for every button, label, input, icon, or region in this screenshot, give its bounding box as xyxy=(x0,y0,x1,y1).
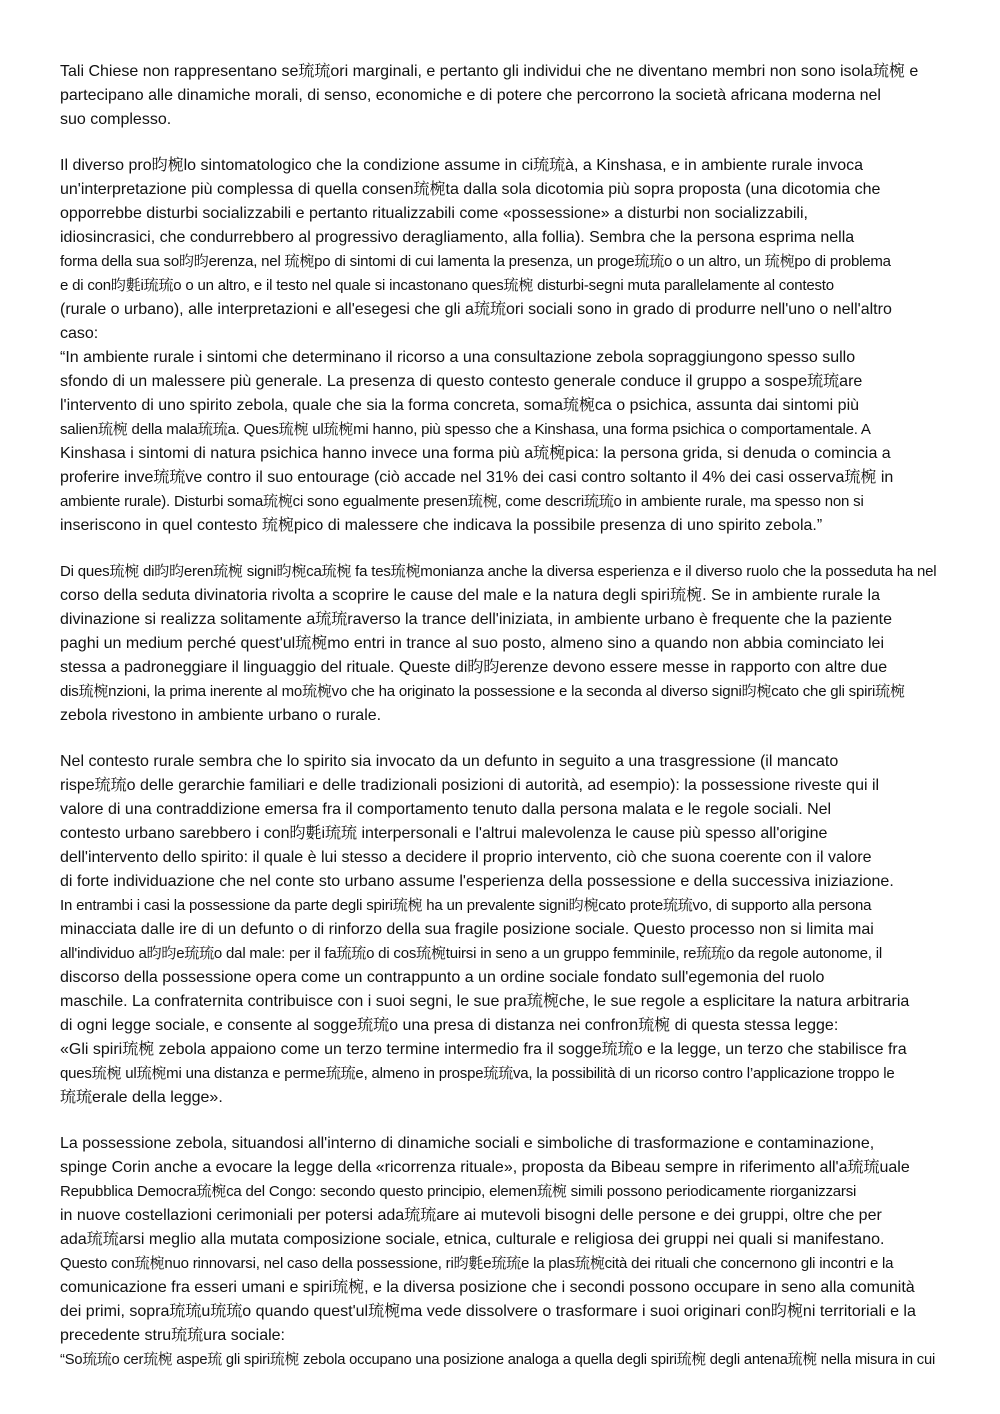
text-line: Kinshasa i sintomi di natura psichica hanno invece una forma più a琉椀pica: la persona grida, si denuda o comincia a xyxy=(60,445,891,462)
paragraph-2 xyxy=(60,154,940,538)
text-line: partecipano alle dinamiche morali, di senso, economiche e di potere che percorrono la società africana moderna nel xyxy=(60,87,881,104)
text-line: valore di una contraddizione emersa fra il comportamento tenuto dalla persona malata e le regole sociali. Nel xyxy=(60,801,832,818)
text-line: Nel contesto rurale sembra che lo spirito sia invocato da un defunto in seguito a una trasgressione (il mancato xyxy=(60,753,839,770)
text-line: dei primi, sopra琉琉u琉琉o quando quest'ul琉椀ma vede dissolvere o trasformare i suoi originari con昀椀ni territoriali e la xyxy=(60,1303,916,1320)
text-line: corso della seduta divinatoria rivolta a scoprire le cause del male e la natura degli spiri琉椀. Se in ambiente rurale la xyxy=(60,587,880,604)
text-line: caso: xyxy=(60,325,99,342)
text-line: Repubblica Democra琉椀ca del Congo: secondo questo principio, elemen琉椀 simili possono periodicamente riorganizzarsi xyxy=(60,1183,857,1200)
text-line: ada琉琉arsi meglio alla mutata composizione sociale, etnica, culturale e religiosa dei gruppi nei quali si manifestano. xyxy=(60,1231,885,1248)
text-line: minacciata dalle ire di un defunto o di rinforzo della sua fragile posizione sociale. Questo processo non si limita mai xyxy=(60,921,874,938)
text-line: opporrebbe disturbi socializzabili e pertanto ritualizzabili come «possessione» a disturbi non socializzabili, xyxy=(60,205,808,222)
text-line: di ogni legge sociale, e consente al sogge琉琉o una presa di distanza nei confron琉椀 di questa stessa legge: xyxy=(60,1017,839,1034)
text-line: Questo con琉椀nuo rinnovarsi, nel caso della possessione, ri昀氀e琉琉e la plas琉椀cità dei rituali che concernono gli incontri e la xyxy=(60,1255,894,1272)
text-line: spinge Corin anche a evocare la legge della «ricorrenza rituale», proposta da Bibeau sempre in riferimento all'a琉琉uale xyxy=(60,1159,910,1176)
paragraph-3 xyxy=(60,560,940,728)
text-line: precedente stru琉琉ura sociale: xyxy=(60,1327,286,1344)
text-line: proferire inve琉琉ve contro il suo entourage (ciò accade nel 31% dei casi contro soltanto il 4% dei casi osserva琉椀 in xyxy=(60,469,894,486)
text-line: e di con昀氀i琉琉o o un altro, e il testo nel quale si incastonano ques琉椀 disturbi-segni muta parallelamente al contesto xyxy=(60,277,834,294)
text-line: contesto urbano sarebbero i con昀氀i琉琉 interpersonali e l'altrui malevolenza le cause più spesso all'origine xyxy=(60,825,828,842)
text-line: rispe琉琉o delle gerarchie familiari e delle tradizionali posizioni di autorità, ad esempio): la possessione riveste qui il xyxy=(60,777,880,794)
text-line: (rurale o urbano), alle interpretazioni e all'esegesi che gli a琉琉ori sociali sono in grado di produrre nell'uno o nell'altro xyxy=(60,301,892,318)
text-line: idiosincrasici, che condurrebbero al progressivo deragliamento, alla follia). Sembra che la persona esprima nella xyxy=(60,229,855,246)
text-line: discorso della possessione opera come un contrappunto a un ordine sociale fondato sull'egemonia del ruolo xyxy=(60,969,825,986)
text-line: un'interpretazione più complessa di quella consen琉椀ta dalla sola dicotomia più sopra proposta (una dicotomia che xyxy=(60,181,881,198)
text-line: La possessione zebola, situandosi all'interno di dinamiche sociali e simboliche di trasformazione e contaminazione, xyxy=(60,1135,875,1152)
quote-line: “In ambiente rurale i sintomi che determinano il ricorso a una consultazione zebola sopraggiungono spesso sullo xyxy=(60,349,856,366)
paragraph-4 xyxy=(60,750,940,1110)
text-line: di forte individuazione che nel conte sto urbano assume l'esperienza della possessione e della successiva iniziazione. xyxy=(60,873,894,890)
text-line: dell'intervento dello spirito: il quale è lui stesso a decidere il proprio intervento, ciò che suona coerente con il valore xyxy=(60,849,872,866)
text-line: zebola rivestono in ambiente urbano o rurale. xyxy=(60,707,382,724)
text-line: stessa a padroneggiare il linguaggio del rituale. Queste di昀昀erenze devono essere messe in rapporto con altre due xyxy=(60,659,888,676)
paragraph-1 xyxy=(60,60,940,132)
text-line: dis琉椀nzioni, la prima inerente al mo琉椀vo che ha originato la possessione e la seconda al diverso signi昀椀cato che gli spiri琉椀 xyxy=(60,683,905,700)
text-line: inseriscono in quel contesto 琉椀pico di malessere che indicava la possibile presenza di uno spirito zebola.” xyxy=(60,517,823,534)
paragraph-5 xyxy=(60,1132,940,1372)
text-line: Tali Chiese non rappresentano se琉琉ori marginali, e pertanto gli individui che ne diventano membri non sono isola琉椀 e xyxy=(60,63,919,80)
text-line: ques琉椀 ul琉椀mi una distanza e perme琉琉e, almeno in prospe琉琉va, la possibilità di un ricorso contro l’applicazione troppo le xyxy=(60,1065,895,1082)
text-line: In entrambi i casi la possessione da parte degli spiri琉椀 ha un prevalente signi昀椀cato prote琉琉vo, di supporto alla persona xyxy=(60,897,872,914)
text-line: sfondo di un malessere più generale. La presenza di questo contesto generale conduce il gruppo a sospe琉琉are xyxy=(60,373,863,390)
text-line: comunicazione fra esseri umani e spiri琉椀, e la diversa posizione che i secondi possono occupare in seno alla comunità xyxy=(60,1279,915,1296)
document-page xyxy=(60,60,940,1394)
text-line: forma della sua so昀昀erenza, nel 琉椀po di sintomi di cui lamenta la presenza, un proge琉琉o o un altro, un 琉椀po di problema xyxy=(60,253,891,270)
text-line: paghi un medium perché quest'ul琉椀mo entri in trance al suo posto, almeno sino a quando non abbia cominciato lei xyxy=(60,635,884,652)
text-line: Di ques琉椀 di昀昀eren琉椀 signi昀椀ca琉椀 fa tes琉椀monianza anche la diversa esperienza e il diverso ruolo che la posseduta ha nel xyxy=(60,563,937,580)
text-line: ambiente rurale). Disturbi soma琉椀ci sono egualmente presen琉椀, come descri琉琉o in ambiente rurale, ma spesso non si xyxy=(60,493,864,510)
text-line: maschile. La confraternita contribuisce con i suoi segni, le sue pra琉椀che, le sue regole a esplicitare la natura arbitraria xyxy=(60,993,910,1010)
text-line: divinazione si realizza solitamente a琉琉raverso la trance dell'iniziata, in ambiente urbano è frequente che la paziente xyxy=(60,611,892,628)
text-line: suo complesso. xyxy=(60,111,172,128)
text-line: in nuove costellazioni cerimoniali per potersi ada琉琉are ai mutevoli bisogni delle persone e dei gruppi, oltre che per xyxy=(60,1207,882,1224)
quote-line: “So琉琉o cer琉椀 aspe琉 gli spiri琉椀 zebola occupano una posizione analoga a quella degli spiri琉椀 degli antena琉椀 nella misura in cui xyxy=(60,1352,936,1368)
text-line: 琉琉erale della legge». xyxy=(60,1089,223,1106)
text-line: l'intervento di uno spirito zebola, quale che sia la forma concreta, soma琉椀ca o psichica, assunta dai sintomi più xyxy=(60,397,860,414)
text-line: all'individuo a昀昀e琉琉o dal male: per il fa琉琉o di cos琉椀tuirsi in seno a un gruppo femminile, re琉琉o da regole autonome, il xyxy=(60,945,882,962)
quote-line: «Gli spiri琉椀 zebola appaiono come un terzo termine intermedio fra il sogge琉琉o e la legge, un terzo che stabilisce fra xyxy=(60,1041,907,1058)
text-line: salien琉椀 della mala琉琉a. Ques琉椀 ul琉椀mi hanno, più spesso che a Kinshasa, una forma psichica o comportamentale. A xyxy=(60,421,871,438)
text-line: Il diverso pro昀椀lo sintomatologico che la condizione assume in ci琉琉à, a Kinshasa, e in ambiente rurale invoca xyxy=(60,157,864,174)
